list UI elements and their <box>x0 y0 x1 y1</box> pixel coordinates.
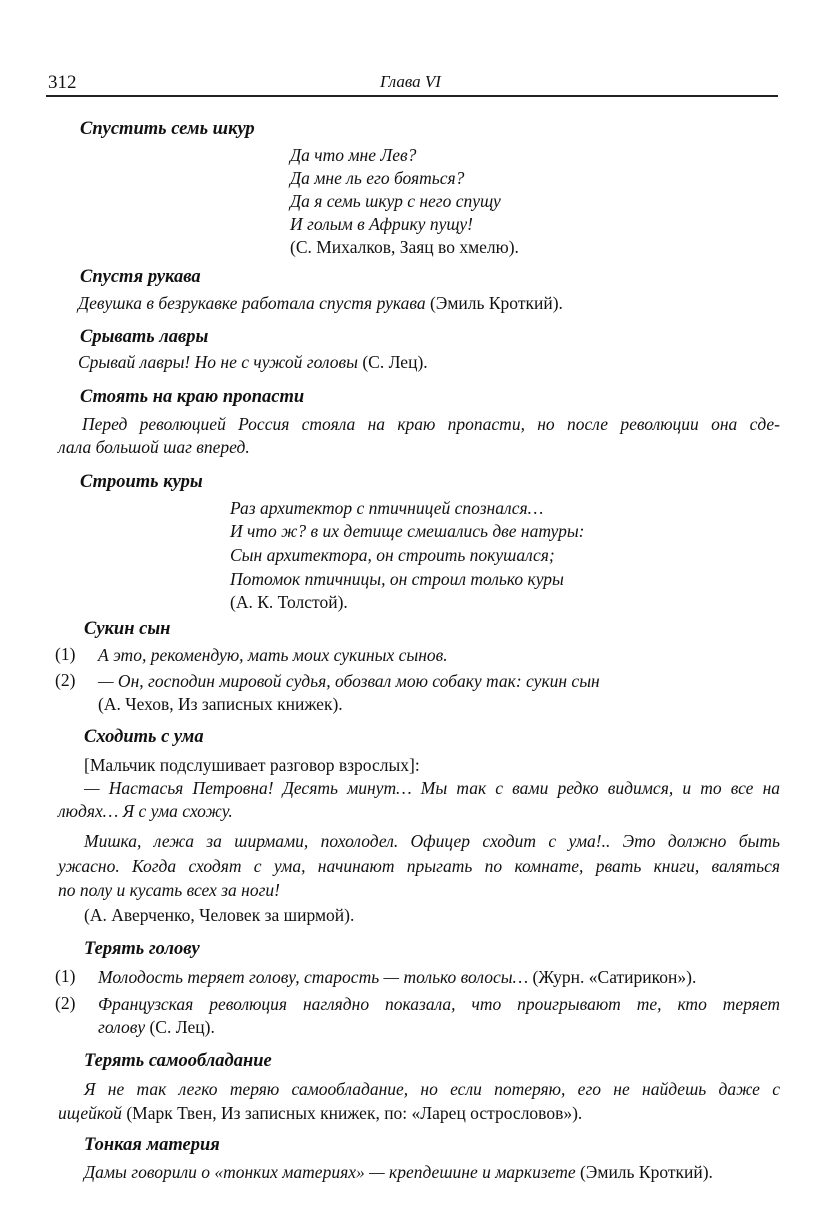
italic-text: И голым в Африку пущу! <box>290 214 473 234</box>
text-line <box>230 520 585 542</box>
entry-heading <box>84 938 200 960</box>
italic-text: Я не так легко теряю самообладание, но если потеряю, его не найдешь даже с <box>84 1079 780 1099</box>
roman-text: (А. Аверченко, Человек за ширмой). <box>84 905 355 925</box>
italic-text: Молодость теряет голову, старость — только волосы… <box>98 967 529 987</box>
entry-heading <box>80 326 208 348</box>
italic-text: людях… Я с ума схожу. <box>58 801 233 821</box>
text-line <box>98 693 343 715</box>
text-line <box>230 497 543 519</box>
italic-text: Сукин сын <box>84 619 171 639</box>
text-line <box>230 544 555 566</box>
italic-text: И что ж? в их детище смешались две натуры: <box>230 521 585 541</box>
item-number: (2) <box>55 993 76 1013</box>
text-line <box>84 1161 713 1183</box>
italic-text: голову <box>98 1017 146 1037</box>
italic-text: — Настасья Петровна! Десять минут… Мы так с вами редко видимся, и то все на <box>84 778 780 798</box>
italic-text: Да что мне Лев? <box>290 145 417 165</box>
roman-text: (С. Лец). <box>357 352 428 372</box>
text-line <box>98 966 696 988</box>
text-line <box>290 167 464 189</box>
text-line <box>58 436 250 458</box>
item-number: (1) <box>55 966 76 986</box>
roman-text: (А. К. Толстой). <box>230 592 348 612</box>
italic-text: Тонкая материя <box>84 1135 220 1155</box>
roman-text: (Марк Твен, Из записных книжек, по: «Ларец острословов»). <box>121 1103 583 1123</box>
entry-heading <box>80 471 203 493</box>
item-number: (1) <box>55 644 76 664</box>
italic-text: А это, рекомендую, мать моих сукиных сынов. <box>98 645 448 665</box>
entry-heading <box>80 118 255 140</box>
text-line <box>82 413 780 435</box>
text-line <box>84 904 354 926</box>
text-line <box>58 800 233 822</box>
italic-text: лала большой шаг вперед. <box>58 437 250 457</box>
entry-heading <box>84 618 170 640</box>
italic-text: Французская революция наглядно показала, что проигрывают те, кто теряет <box>98 994 780 1014</box>
text-line <box>58 855 780 877</box>
italic-text: Дамы говорили о «тонких материях» — крепдешине и маркизете <box>84 1162 576 1182</box>
italic-text: — Он, господин мировой судья, обозвал мою собаку так: сукин сын <box>98 671 600 691</box>
entry-heading <box>80 386 304 408</box>
text-line <box>84 754 420 776</box>
roman-text: (С. Михалков, Заяц во хмелю). <box>290 237 519 257</box>
italic-text: Срывай лавры! Но не с чужой головы <box>78 352 358 372</box>
roman-text: (Эмиль Кроткий). <box>575 1162 713 1182</box>
italic-text: Спустить семь шкур <box>80 119 255 139</box>
text-line <box>84 1078 780 1100</box>
text-line <box>84 777 780 799</box>
italic-text: Перед революцией Россия стояла на краю пропасти, но после революции она сде- <box>82 414 780 434</box>
text-line <box>98 644 448 666</box>
item-number: (2) <box>55 670 76 690</box>
italic-text: по полу и кусать всех за ноги! <box>58 880 280 900</box>
text-line <box>290 144 416 166</box>
page-number: 312 <box>48 72 77 93</box>
text-line <box>78 351 428 373</box>
italic-text: Строить куры <box>80 472 203 492</box>
text-line <box>58 1102 582 1124</box>
text-line <box>230 568 564 590</box>
text-line <box>58 879 280 901</box>
italic-text: Сын архитектора, он строить покушался; <box>230 545 555 565</box>
italic-text: Да мне ль его бояться? <box>290 168 465 188</box>
entry-heading <box>84 1050 272 1072</box>
roman-text: (С. Лец). <box>145 1017 215 1037</box>
roman-text: (А. Чехов, Из записных книжек). <box>98 694 343 714</box>
text-line <box>98 670 600 692</box>
text-line <box>84 830 780 852</box>
italic-text: Мишка, лежа за ширмами, похолодел. Офицер сходит с ума!.. Это должно быть <box>84 831 780 851</box>
italic-text: ужасно. Когда сходят с ума, начинают прыгать по комнате, рвать книги, валяться <box>58 856 780 876</box>
italic-text: Терять самообладание <box>84 1051 272 1071</box>
text-line <box>230 591 348 613</box>
text-line <box>78 292 563 314</box>
text-line <box>290 190 501 212</box>
roman-text: (Журн. «Сатирикон»). <box>528 967 697 987</box>
italic-text: Сходить с ума <box>84 727 204 747</box>
entry-heading <box>84 1134 220 1156</box>
text-line <box>290 213 473 235</box>
header-rule <box>46 95 778 97</box>
entry-heading <box>80 266 201 288</box>
text-line <box>290 236 519 258</box>
italic-text: Терять голову <box>84 939 200 959</box>
italic-text: ищейкой <box>58 1103 122 1123</box>
italic-text: Потомок птичницы, он строил только куры <box>230 569 564 589</box>
entry-heading <box>84 726 204 748</box>
text-line <box>98 993 780 1015</box>
italic-text: Да я семь шкур с него спущу <box>290 191 501 211</box>
roman-text: [Мальчик подслушивает разговор взрослых]: <box>84 755 420 775</box>
running-title: Глава VI <box>380 72 441 91</box>
italic-text: Срывать лавры <box>80 327 209 347</box>
roman-text: (Эмиль Кроткий). <box>425 293 563 313</box>
text-line <box>98 1016 215 1038</box>
italic-text: Раз архитектор с птичницей спознался… <box>230 498 544 518</box>
italic-text: Девушка в безрукавке работала спустя рукава <box>78 293 426 313</box>
italic-text: Спустя рукава <box>80 267 201 287</box>
italic-text: Стоять на краю пропасти <box>80 387 305 407</box>
